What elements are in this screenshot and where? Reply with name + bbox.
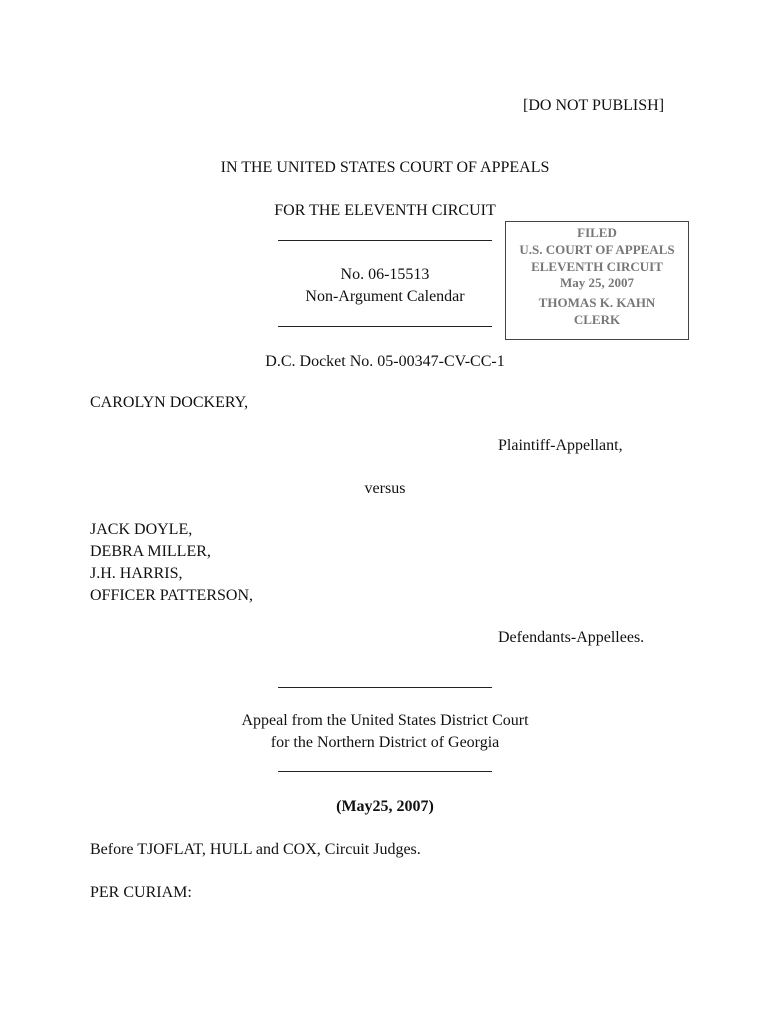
plaintiff-name: CAROLYN DOCKERY, [90,394,249,411]
stamp-date: May 25, 2007 [559,275,635,290]
defendant-1: JACK DOYLE, [90,521,193,538]
stamp-circuit: ELEVENTH CIRCUIT [531,259,663,274]
defendant-2: DEBRA MILLER, [90,543,211,560]
defendant-4: OFFICER PATTERSON, [90,587,254,604]
calendar-type: Non-Argument Calendar [305,288,465,305]
stamp-clerk-name: THOMAS K. KAHN [538,295,656,310]
court-title: IN THE UNITED STATES COURT OF APPEALS [220,159,550,176]
versus-label: versus [364,480,406,497]
circuit-title: FOR THE ELEVENTH CIRCUIT [274,202,496,219]
plaintiff-role: Plaintiff-Appellant, [498,437,623,454]
filed-stamp [505,221,689,340]
decision-date: (May25, 2007) [336,798,434,815]
stamp-filed: FILED [577,225,617,240]
defendant-3: J.H. HARRIS, [90,565,183,582]
case-number: No. 06-15513 [340,266,430,283]
divider-top-2 [278,326,492,327]
stamp-court: U.S. COURT OF APPEALS [519,242,675,257]
defendants-role: Defendants-Appellees. [498,629,645,646]
divider-top-1 [278,240,492,241]
panel-judges: Before TJOFLAT, HULL and COX, Circuit Judges. [90,841,421,858]
appeal-line-2: for the Northern District of Georgia [270,734,500,751]
appeal-line-1: Appeal from the United States District Court [241,712,529,729]
docket-number: D.C. Docket No. 05-00347-CV-CC-1 [265,353,505,370]
stamp-clerk-title: CLERK [573,312,621,327]
divider-middle [278,687,492,688]
publish-tag: [DO NOT PUBLISH] [523,97,665,114]
per-curiam: PER CURIAM: [90,884,192,901]
divider-bottom [278,771,492,772]
